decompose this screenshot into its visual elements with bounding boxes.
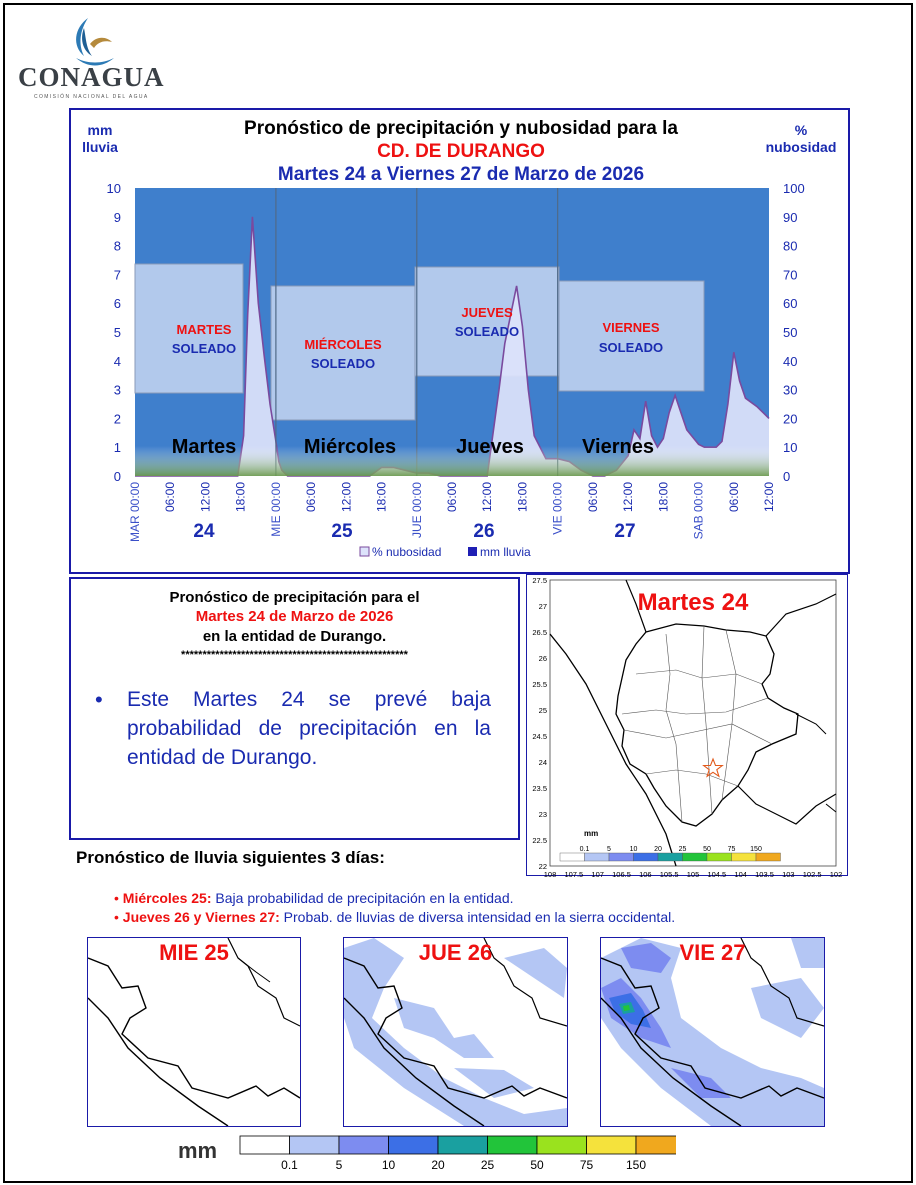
day-box-2 <box>415 267 559 376</box>
map-x-tick-3: 106.5 <box>612 870 631 879</box>
map-legend-swatch-0 <box>560 853 585 861</box>
day-name-0: Martes <box>171 436 237 458</box>
y-tick-left-9: 9 <box>113 209 121 225</box>
map-y-tick-4: 25.5 <box>532 680 547 689</box>
map-legend-value-4: 25 <box>678 846 687 853</box>
legend-swatch-nubosidad <box>360 547 369 556</box>
forecast-date: Martes 24 de Marzo de 2026 <box>195 608 394 625</box>
y-tick-right-0: 0 <box>783 469 791 484</box>
day-box-label-1: MIÉRCOLES <box>304 337 382 352</box>
map-mie-title: MIE 25 <box>159 940 229 965</box>
map-y-tick-1: 27 <box>538 602 547 611</box>
x-tick-3: 18:00 <box>233 482 248 513</box>
x-tick-9: 06:00 <box>445 482 459 513</box>
map-legend-value-3: 20 <box>654 846 662 853</box>
y-tick-right-5: 50 <box>783 325 798 340</box>
map-jue-26-rain <box>344 938 567 1126</box>
day-number-0: 24 <box>193 521 215 542</box>
map-y-tick-6: 24.5 <box>532 732 547 741</box>
x-tick-14: 12:00 <box>621 482 636 513</box>
x-tick-18: 12:00 <box>762 482 776 513</box>
x-tick-12: VIE 00:00 <box>550 482 565 535</box>
legend-swatch-3 <box>389 1136 439 1154</box>
map-legend-value-1: 5 <box>607 846 611 853</box>
day-box-1 <box>271 286 415 420</box>
map-y-tick-8: 23.5 <box>532 784 547 793</box>
legend-swatch-4 <box>438 1136 488 1154</box>
legend-value-7: 150 <box>625 1158 647 1172</box>
x-tick-17: 06:00 <box>726 482 741 513</box>
y-tick-left-10: 10 <box>106 181 121 196</box>
legend-value-5: 50 <box>530 1158 544 1172</box>
y-tick-right-7: 70 <box>783 267 798 283</box>
x-tick-10: 12:00 <box>480 482 495 513</box>
bullet-1-label: Miércoles 25: <box>122 890 212 906</box>
x-tick-7: 18:00 <box>374 482 389 513</box>
y-tick-right-8: 80 <box>783 238 798 254</box>
map-y-tick-9: 23 <box>538 810 547 819</box>
y-tick-left-7: 7 <box>113 267 121 283</box>
map-vie-27-rain <box>601 938 824 1126</box>
map-x-tick-12: 102 <box>829 870 843 879</box>
chart-subtitle: Martes 24 a Viernes 27 de Marzo de 2026 <box>277 164 645 185</box>
y-tick-left-5: 5 <box>113 325 121 340</box>
legend-value-6: 75 <box>579 1158 594 1172</box>
forecast-text-box <box>69 577 520 840</box>
legend-value-3: 20 <box>431 1158 445 1172</box>
map-vie-title: VIE 27 <box>679 940 746 965</box>
y-tick-left-8: 8 <box>113 238 121 254</box>
y-tick-left-2: 2 <box>113 411 121 427</box>
day-box-label-0: MARTES <box>176 322 232 337</box>
map-x-tick-11: 102.5 <box>802 870 822 879</box>
map-y-tick-11: 22 <box>538 862 547 871</box>
map-x-tick-8: 104 <box>734 870 747 879</box>
map-y-tick-10: 22.5 <box>532 836 547 845</box>
y-tick-left-6: 6 <box>113 296 121 312</box>
durango-map <box>526 574 846 879</box>
day-number-1: 25 <box>331 521 353 542</box>
map-legend-swatch-4 <box>658 853 683 861</box>
logo-subtitle: COMISIÓN NACIONAL DEL AGUA <box>34 94 149 100</box>
map-mie-25-outline <box>88 938 300 1126</box>
day-box-3 <box>559 281 704 391</box>
day-box-condition-1: SOLEADO <box>310 356 376 371</box>
map-jue-title: JUE 26 <box>418 940 493 965</box>
legend-label-lluvia: mm lluvia <box>480 545 531 559</box>
x-tick-15: 18:00 <box>656 482 671 513</box>
map-legend-value-5: 50 <box>703 846 711 853</box>
forecast-line3: en la entidad de Durango. <box>202 628 387 645</box>
bullet-2-text: Probab. de lluvias de diversa intensidad en la sierra occidental. <box>279 909 676 925</box>
map-legend-swatch-5 <box>683 853 708 861</box>
map-legend-swatch-1 <box>585 853 610 861</box>
map-legend-value-0: 0.1 <box>579 846 590 853</box>
next-days-heading: Pronóstico de lluvia siguientes 3 días: <box>76 848 385 867</box>
x-tick-4: MIE 00:00 <box>268 482 283 537</box>
map-jue-26 <box>343 937 568 1127</box>
x-tick-13: 06:00 <box>585 482 600 513</box>
map-legend-value-7: 150 <box>750 846 762 853</box>
bullet-1-text: Baja probabilidad de precipitación en la entidad. <box>211 890 514 906</box>
day-name-2: Jueves <box>456 436 524 458</box>
separator: ***************************************************** <box>181 649 408 661</box>
map-legend-swatch-3 <box>634 853 659 861</box>
bottom-legend <box>236 1134 676 1174</box>
day-box-condition-2: SOLEADO <box>454 324 520 339</box>
map-y-tick-3: 26 <box>538 654 547 663</box>
map-x-tick-6: 105 <box>686 870 700 879</box>
legend-swatch-2 <box>339 1136 389 1154</box>
x-tick-16: SAB 00:00 <box>691 482 706 540</box>
legend-swatch-0 <box>240 1136 290 1154</box>
forecast-line1: Pronóstico de precipitación para el <box>169 589 420 606</box>
map-legend-value-6: 75 <box>727 846 736 853</box>
map-x-tick-9: 103.5 <box>755 870 774 879</box>
map-x-tick-1: 107.5 <box>564 870 584 879</box>
day-number-3: 27 <box>614 521 636 542</box>
map-legend-unit: mm <box>584 829 599 838</box>
next-day-bullet-1: • Miércoles 25: Baja probabilidad de precipitación en la entidad. <box>114 890 514 906</box>
y-tick-left-1: 1 <box>113 440 121 456</box>
x-tick-11: 18:00 <box>515 482 530 513</box>
map-legend-swatch-6 <box>707 853 732 861</box>
day-name-3: Viernes <box>582 436 654 458</box>
map-title: Martes 24 <box>637 589 749 616</box>
map-x-tick-10: 103 <box>782 870 795 879</box>
map-legend-value-2: 10 <box>629 846 638 853</box>
left-unit-line1: mm <box>87 122 113 138</box>
map-legend-swatch-7 <box>732 853 757 861</box>
left-unit-line2: lluvia <box>82 139 118 155</box>
legend-value-4: 25 <box>480 1158 495 1172</box>
day-box-label-2: JUEVES <box>461 305 513 320</box>
logo-text: CONAGUA <box>18 62 165 92</box>
legend-value-0: 0.1 <box>281 1158 298 1172</box>
legend-value-1: 5 <box>335 1158 343 1172</box>
next-day-bullet-2: • Jueves 26 y Viernes 27: Probab. de lluvias de diversa intensidad en la sierra occidental. <box>114 909 676 925</box>
y-tick-left-4: 4 <box>113 353 121 369</box>
right-unit-line1: % <box>794 122 808 138</box>
chart-city: CD. DE DURANGO <box>377 141 545 162</box>
map-vie-27 <box>600 937 825 1127</box>
legend-swatch-1 <box>290 1136 340 1154</box>
x-tick-2: 12:00 <box>198 482 213 513</box>
map-legend-swatch-8 <box>756 853 781 861</box>
legend-swatch-5 <box>488 1136 538 1154</box>
bullet-2-label: Jueves 26 y Viernes 27: <box>122 909 280 925</box>
map-y-tick-0: 27.5 <box>532 576 547 585</box>
x-tick-5: 06:00 <box>304 482 319 513</box>
legend-swatch-6 <box>537 1136 587 1154</box>
right-unit-line2: nubosidad <box>765 139 837 155</box>
y-tick-right-2: 20 <box>783 411 798 427</box>
y-tick-left-0: 0 <box>113 469 121 484</box>
map-y-tick-5: 25 <box>538 706 547 715</box>
map-x-tick-5: 105.5 <box>659 870 679 879</box>
x-tick-0: MAR 00:00 <box>128 482 142 543</box>
legend-swatch-lluvia <box>468 547 477 556</box>
map-x-tick-0: 108 <box>543 870 557 879</box>
y-tick-right-10: 100 <box>783 181 805 196</box>
map-x-tick-7: 104.5 <box>707 870 727 879</box>
day-box-condition-3: SOLEADO <box>598 340 664 355</box>
legend-swatch-8 <box>636 1136 676 1154</box>
day-name-1: Miércoles <box>303 436 397 458</box>
legend-swatch-7 <box>587 1136 637 1154</box>
x-tick-8: JUE 00:00 <box>409 482 424 539</box>
chart-title: Pronóstico de precipitación y nubosidad para la <box>244 118 678 139</box>
bottom-legend-unit: mm <box>178 1138 218 1163</box>
y-tick-right-3: 30 <box>783 382 798 398</box>
y-tick-right-9: 90 <box>783 209 798 225</box>
y-tick-right-4: 40 <box>783 353 798 369</box>
day-box-condition-0: SOLEADO <box>171 341 237 356</box>
map-mie-25 <box>87 937 301 1127</box>
x-tick-6: 12:00 <box>339 482 354 513</box>
bullet-dot: • <box>95 687 103 712</box>
y-tick-right-6: 60 <box>783 296 798 312</box>
y-tick-left-3: 3 <box>113 382 121 398</box>
forecast-bullet: Este Martes 24 se prevé baja probabilidad de precipitación en la entidad de Durango. <box>127 688 491 769</box>
y-tick-right-1: 10 <box>783 440 798 456</box>
map-y-tick-2: 26.5 <box>532 628 547 637</box>
map-x-tick-4: 106 <box>639 870 652 879</box>
map-x-tick-2: 107 <box>591 870 604 879</box>
legend-label-nubosidad: % nubosidad <box>372 545 442 559</box>
day-box-label-3: VIERNES <box>602 320 660 335</box>
legend-value-2: 10 <box>381 1158 396 1172</box>
x-tick-1: 06:00 <box>163 482 178 513</box>
map-y-tick-7: 24 <box>538 758 547 767</box>
map-legend-swatch-2 <box>609 853 634 861</box>
day-number-2: 26 <box>473 521 495 542</box>
